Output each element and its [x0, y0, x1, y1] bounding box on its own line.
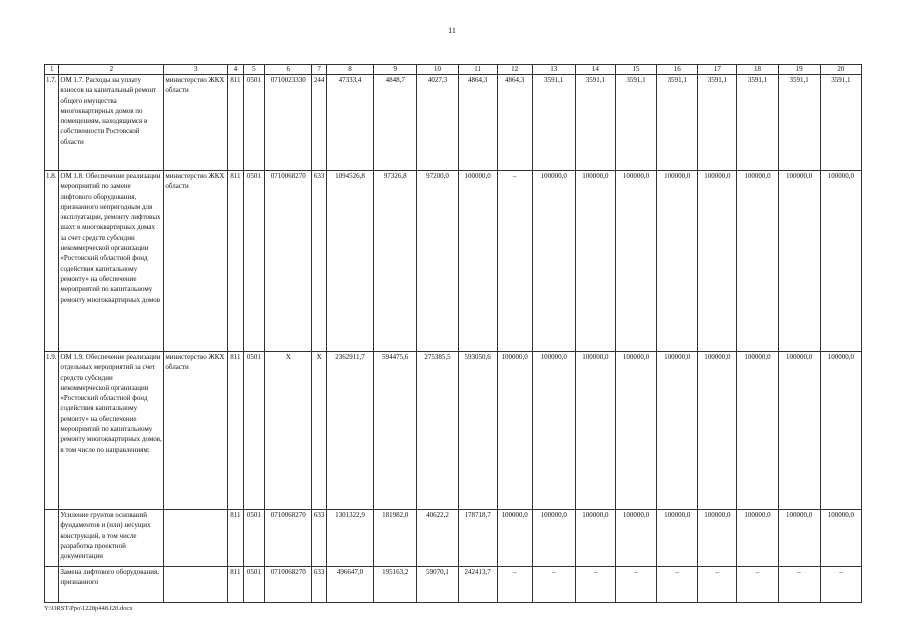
table-cell-c15: 3591,1 — [615, 75, 656, 171]
table-cell-c15: 100000,0 — [615, 510, 656, 567]
table-cell-c10: 275385,5 — [417, 352, 458, 510]
column-number-cell: 15 — [615, 65, 656, 75]
table-cell-c13: 100000,0 — [532, 510, 575, 567]
table-row — [45, 510, 862, 567]
column-number-row — [45, 65, 862, 75]
table-cell-c9: 97326,8 — [374, 171, 417, 352]
table-cell-c12: – — [497, 567, 532, 603]
table-cell-c8: 47333,4 — [326, 75, 373, 171]
column-number-cell: 8 — [326, 65, 373, 75]
table-cell-c12: 100000,0 — [497, 352, 532, 510]
table-cell-c17: – — [698, 567, 737, 603]
table-cell-c18: 100000,0 — [737, 352, 778, 510]
table-cell-c20: 100000,0 — [820, 171, 861, 352]
column-number-cell: 4 — [228, 65, 243, 75]
table-cell-c9: 195163,2 — [374, 567, 417, 603]
column-number-cell: 3 — [164, 65, 228, 75]
table-cell-c4: 811 — [228, 171, 243, 352]
table-cell-c18: 100000,0 — [737, 510, 778, 567]
table-cell-c14: – — [575, 567, 615, 603]
table-cell-c20: 100000,0 — [820, 510, 861, 567]
column-number-cell: 10 — [417, 65, 458, 75]
table-cell-c16: 3591,1 — [657, 75, 698, 171]
table-cell-c20: 100000,0 — [820, 352, 861, 510]
table-row — [45, 352, 862, 510]
table-cell-c11: 593050,6 — [458, 352, 497, 510]
column-number-cell: 5 — [243, 65, 265, 75]
table-cell-c8: 1301322,9 — [326, 510, 373, 567]
table-cell-c16: 100000,0 — [657, 510, 698, 567]
table-cell-c8: 2362911,7 — [326, 352, 373, 510]
column-number-cell: 11 — [458, 65, 497, 75]
table-cell-c19: 3591,1 — [778, 75, 820, 171]
table-cell-c13: – — [532, 567, 575, 603]
table-cell-c17: 3591,1 — [698, 75, 737, 171]
table-row — [45, 75, 862, 171]
table-cell-c4: 811 — [228, 510, 243, 567]
table-cell-exec: министерство ЖКХ области — [164, 171, 228, 352]
table-cell-c6: 0710068270 — [265, 510, 312, 567]
table-cell-num: 1.8. — [45, 171, 59, 352]
table-cell-c14: 100000,0 — [575, 171, 615, 352]
table-cell-c12: 4864,3 — [497, 75, 532, 171]
table-cell-c14: 100000,0 — [575, 352, 615, 510]
column-number-cell: 18 — [737, 65, 778, 75]
column-number-cell: 1 — [45, 65, 59, 75]
table-cell-num: 1.9. — [45, 352, 59, 510]
table-cell-c5: 0501 — [243, 171, 265, 352]
column-number-cell: 20 — [820, 65, 861, 75]
table-cell-num — [45, 510, 59, 567]
table-cell-c16: 100000,0 — [657, 352, 698, 510]
table-cell-c13: 3591,1 — [532, 75, 575, 171]
column-number-cell: 9 — [374, 65, 417, 75]
table-cell-c14: 100000,0 — [575, 510, 615, 567]
table-cell-num: 1.7. — [45, 75, 59, 171]
table-cell-c15: 100000,0 — [615, 171, 656, 352]
table-cell-name: Усиление грунтов оснований фундаментов и (или) несущих конструкций, в том числе разработка проектной документации — [59, 510, 164, 567]
table-cell-c7: Х — [312, 352, 326, 510]
table-cell-c5: 0501 — [243, 510, 265, 567]
table-cell-c10: 40622,2 — [417, 510, 458, 567]
column-number-cell: 6 — [265, 65, 312, 75]
table-row — [45, 171, 862, 352]
table-cell-name: ОМ 1.7. Расходы на уплату взносов на капитальный ремонт общего имущества многоквартирных домов по помещениям, находящимся в собственности Ростовской области — [59, 75, 164, 171]
column-number-cell: 2 — [59, 65, 164, 75]
table-cell-c20: 3591,1 — [820, 75, 861, 171]
table-cell-c17: 100000,0 — [698, 171, 737, 352]
table-cell-c5: 0501 — [243, 567, 265, 603]
table-cell-c6: Х — [265, 352, 312, 510]
table-cell-c4: 811 — [228, 352, 243, 510]
column-number-cell: 12 — [497, 65, 532, 75]
table-cell-c10: 4027,3 — [417, 75, 458, 171]
table-cell-c18: 3591,1 — [737, 75, 778, 171]
table-cell-name: ОМ 1.8. Обеспечение реализации мероприятий по замене лифтового оборудования, признанного непригодным для эксплуатации, ремонту лифтовых шахт в многоквартирных домах за счет средств субсидии некоммерческой организации «Ростовский областной фонд содействия капитальному ремонту» на обеспечение мероприятий по капитальному ремонту многоквартирных домов — [59, 171, 164, 352]
table-cell-c15: 100000,0 — [615, 352, 656, 510]
table-cell-c10: 59070,1 — [417, 567, 458, 603]
column-number-cell: 19 — [778, 65, 820, 75]
table-cell-c7: 633 — [312, 171, 326, 352]
table-cell-c19: 100000,0 — [778, 510, 820, 567]
table-cell-c9: 594475,6 — [374, 352, 417, 510]
table-cell-c12: – — [497, 171, 532, 352]
table-cell-c19: – — [778, 567, 820, 603]
budget-table — [44, 64, 862, 603]
table-cell-c10: 97200,0 — [417, 171, 458, 352]
table-cell-name: ОМ 1.9. Обеспечение реализации отдельных мероприятий за счет средств субсидии некоммерческой организации «Ростовский областной фонд содействия капитальному ремонту» на обеспечение мероприятий по капитальному ремонту многоквартирных домов, в том числе по направлениям: — [59, 352, 164, 510]
table-cell-c6: 0710068270 — [265, 567, 312, 603]
table-cell-exec — [164, 510, 228, 567]
table-cell-c14: 3591,1 — [575, 75, 615, 171]
table-cell-c5: 0501 — [243, 352, 265, 510]
table-cell-c6: 0710023330 — [265, 75, 312, 171]
table-cell-c4: 811 — [228, 567, 243, 603]
column-number-cell: 16 — [657, 65, 698, 75]
table-cell-c7: 633 — [312, 567, 326, 603]
table-cell-c8: 1094526,8 — [326, 171, 373, 352]
column-number-cell: 7 — [312, 65, 326, 75]
table-cell-c4: 811 — [228, 75, 243, 171]
table-cell-c18: 100000,0 — [737, 171, 778, 352]
table-cell-c19: 100000,0 — [778, 171, 820, 352]
table-cell-c6: 0710068270 — [265, 171, 312, 352]
footer-file-path: Y:\ORST\Ppo\1228p448.f20.docx — [44, 605, 133, 612]
page-number: 11 — [448, 26, 456, 35]
table-cell-num — [45, 567, 59, 603]
table-cell-c7: 244 — [312, 75, 326, 171]
table-cell-c16: – — [657, 567, 698, 603]
table-cell-c17: 100000,0 — [698, 352, 737, 510]
table-cell-exec: министерство ЖКХ области — [164, 75, 228, 171]
table-row — [45, 567, 862, 603]
table-cell-c11: 178718,7 — [458, 510, 497, 567]
table-cell-c11: 100000,0 — [458, 171, 497, 352]
table-cell-c17: 100000,0 — [698, 510, 737, 567]
table-cell-c15: – — [615, 567, 656, 603]
table-cell-c9: 4848,7 — [374, 75, 417, 171]
table-cell-c13: 100000,0 — [532, 352, 575, 510]
column-number-cell: 13 — [532, 65, 575, 75]
table-cell-c7: 633 — [312, 510, 326, 567]
column-number-cell: 17 — [698, 65, 737, 75]
table-cell-c9: 181982,0 — [374, 510, 417, 567]
table-cell-c11: 242413,7 — [458, 567, 497, 603]
table-cell-c11: 4864,3 — [458, 75, 497, 171]
table-cell-c20: – — [820, 567, 861, 603]
table-cell-c13: 100000,0 — [532, 171, 575, 352]
table-cell-c8: 496647,0 — [326, 567, 373, 603]
table-cell-c18: – — [737, 567, 778, 603]
column-number-cell: 14 — [575, 65, 615, 75]
table-cell-c5: 0501 — [243, 75, 265, 171]
table-cell-c19: 100000,0 — [778, 352, 820, 510]
table-cell-exec: министерство ЖКХ области — [164, 352, 228, 510]
table-cell-name: Замена лифтового оборудования, признанного — [59, 567, 164, 603]
table-cell-c16: 100000,0 — [657, 171, 698, 352]
table-cell-exec — [164, 567, 228, 603]
table-cell-c12: 100000,0 — [497, 510, 532, 567]
